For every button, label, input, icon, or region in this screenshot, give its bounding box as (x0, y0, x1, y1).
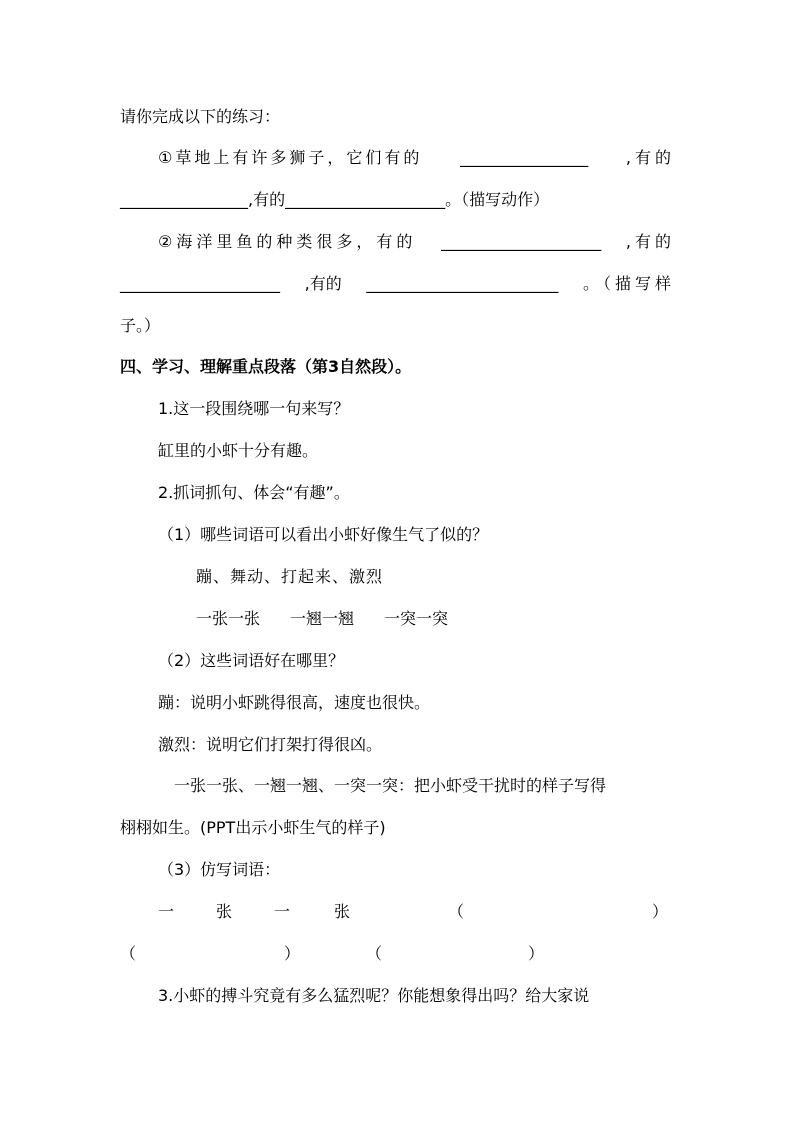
word-yizhangyizhang: 一张一张 (196, 609, 261, 628)
item1-blank3: ____________________ (285, 190, 446, 209)
item1-blank2: ________________ (120, 190, 248, 209)
item1-text-start: ①草地上有许多狮子，它们有的 (158, 148, 423, 167)
exercise-item2-line2 (120, 273, 675, 295)
word-yituyitu: 一突一突 (384, 609, 449, 628)
sub1-words-line1: 蹦、舞动、打起来、激烈 (196, 567, 384, 586)
imitation-blank2-close[interactable]: ） (284, 944, 301, 963)
imitation-blank2-open[interactable]: （ (120, 944, 137, 963)
sub3-question: （3）仿写词语： (158, 860, 281, 879)
sub2-beng: 蹦：说明小虾跳得很高，速度也很快。 (158, 693, 431, 712)
answer-1: 缸里的小虾十分有趣。 (158, 441, 319, 460)
item2-blank3: ________________________ (366, 274, 559, 293)
item2-mid: ,有的 (304, 274, 342, 293)
item1-mid: ,有的 (248, 190, 286, 209)
sub1-words-line2 (196, 608, 448, 630)
imitation-char-4: 张 (334, 902, 351, 921)
imitation-blank1-close[interactable]: ） (652, 902, 669, 921)
item2-text-start: ②海洋里鱼的种类很多，有的 (158, 232, 417, 251)
sub2-reduplicated-line1: 一张一张、一翘一翘、一突一突：把小虾受干扰时的样子写得 (174, 776, 607, 795)
exercise-item2-line1 (120, 231, 675, 253)
question-3: 3.小虾的搏斗究竟有多么猛烈呢？你能想象得出吗？给大家说 (158, 986, 590, 1005)
imitation-char-2: 张 (216, 902, 233, 921)
item1-end: 。（描写动作） (445, 190, 550, 209)
sub1-question: （1）哪些词语可以看出小虾好像生气了似的？ (158, 525, 489, 544)
exercise-item1-line2 (120, 189, 549, 211)
imitation-char-1: 一 (158, 902, 175, 921)
item1-text-end: ,有的 (625, 148, 675, 167)
item2-blank2: ____________________ (120, 274, 280, 293)
exercise-item2-line3: 子。） (120, 316, 161, 335)
imitation-char-3: 一 (274, 902, 291, 921)
item2-text-end: ,有的 (625, 232, 675, 251)
word-yiqiaoyiqiao: 一翘一翘 (290, 609, 355, 628)
question-2: 2.抓词抓句、体会“有趣”。 (158, 483, 350, 502)
question-1: 1.这一段围绕哪一句来写？ (158, 399, 350, 418)
imitation-blank3-open[interactable]: （ (366, 944, 383, 963)
item2-blank1: ____________________ (441, 232, 602, 251)
exercise-item1-line1 (120, 147, 675, 169)
sub2-question: （2）这些词语好在哪里？ (158, 651, 345, 670)
imitation-blank3-close[interactable]: ） (528, 944, 545, 963)
item2-end: 。（描写样 (582, 274, 675, 293)
section4-heading: 四、学习、理解重点段落（第3自然段）。 (120, 357, 412, 376)
exercise-intro: 请你完成以下的练习： (120, 107, 281, 126)
sub2-reduplicated-line2: 栩栩如生。(PPT出示小虾生气的样子) (120, 818, 386, 837)
sub2-jilie: 激烈：说明它们打架打得很凶。 (158, 735, 383, 754)
imitation-blank1-open[interactable]: （ (448, 902, 465, 921)
item1-blank1: ________________ (460, 148, 589, 167)
